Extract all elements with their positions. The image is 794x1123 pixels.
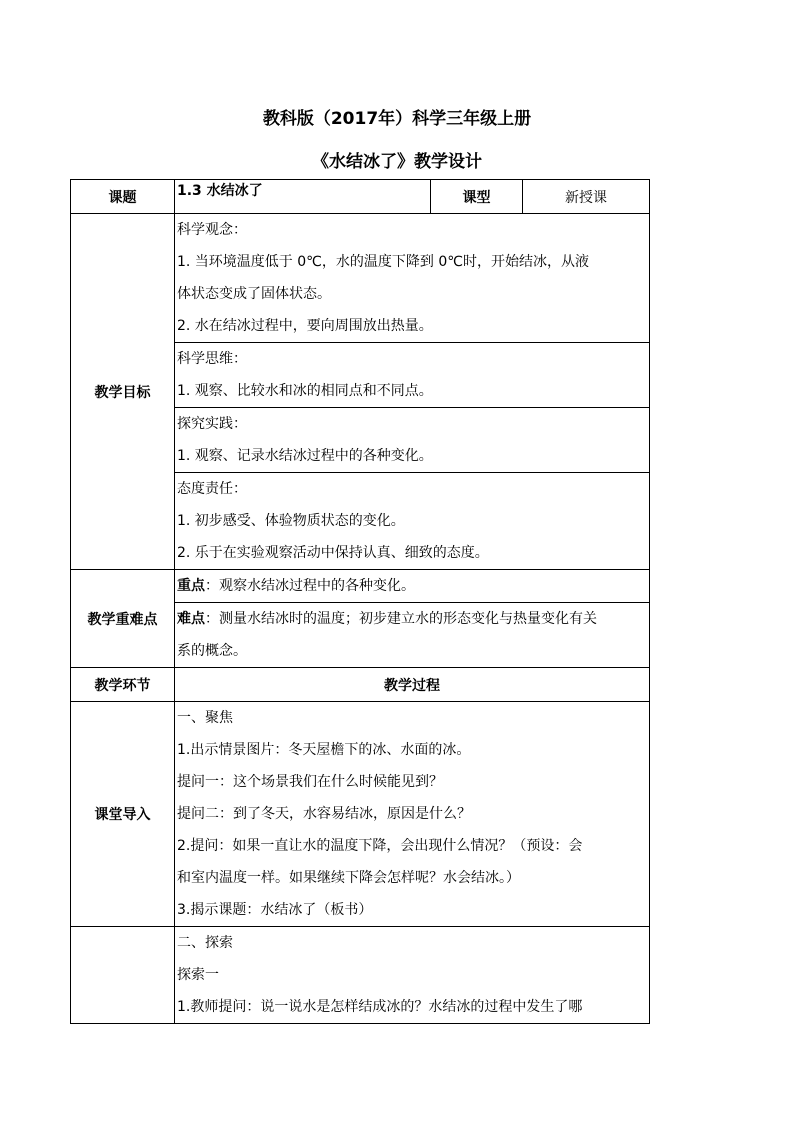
intro-row: [71, 702, 650, 927]
objective-line: 1. 初步感受、体验物质状态的变化。: [177, 513, 405, 529]
explore-row: [71, 927, 650, 1024]
objective-group-practice: [175, 408, 650, 473]
document-subtitle: 《水结冰了》教学设计: [312, 152, 482, 172]
lesson-plan-table: [70, 179, 650, 1024]
process-header-row: [71, 668, 650, 702]
objective-line: 探究实践：: [177, 416, 247, 432]
difficulty-cell: [175, 603, 650, 668]
intro-label: 课堂导入: [71, 702, 175, 927]
difficulty-line: 系的概念。: [177, 643, 247, 659]
intro-line: 3.揭示课题：水结冰了（板书）: [177, 902, 373, 918]
objectives-label: 教学目标: [71, 214, 175, 570]
explore-line: 1.教师提问：说一说水是怎样结成冰的？水结冰的过程中发生了哪: [177, 999, 583, 1015]
topic-value: 1.3 水结冰了: [175, 180, 431, 214]
objective-line: 2. 水在结冰过程中，要向周围放出热量。: [177, 318, 433, 334]
focus-cell: [175, 570, 650, 603]
topic-row: [71, 180, 650, 214]
focus-text: ：观察水结冰过程中的各种变化。: [205, 578, 415, 594]
type-label: 课型: [431, 180, 523, 214]
document-title: 教科版（2017年）科学三年级上册: [262, 109, 532, 129]
objective-group-concept: [175, 214, 650, 343]
objective-group-thinking: [175, 343, 650, 408]
objective-group-attitude: [175, 473, 650, 570]
objective-line: 1. 当环境温度低于 0℃，水的温度下降到 0℃时，开始结冰，从液: [177, 254, 589, 270]
objective-line: 科学思维：: [177, 351, 247, 367]
difficulty-line: [177, 603, 647, 635]
explore-content: [175, 927, 650, 1024]
objective-line: 1. 观察、比较水和冰的相同点和不同点。: [177, 383, 433, 399]
objective-line: 1. 观察、记录水结冰过程中的各种变化。: [177, 448, 433, 464]
intro-line: 一、聚焦: [177, 710, 233, 726]
intro-line: 和室内温度一样。如果继续下降会怎样呢？水会结冰。）: [177, 870, 520, 886]
objectives-row-1: [71, 214, 650, 343]
explore-line: 探索一: [177, 967, 219, 983]
objective-line: 2. 乐于在实验观察活动中保持认真、细致的态度。: [177, 545, 489, 561]
explore-label: [71, 927, 175, 1024]
difficulty-prefix: 难点: [177, 611, 205, 627]
intro-line: 提问二：到了冬天，水容易结冰，原因是什么？: [177, 806, 471, 822]
keypoints-label: 教学重难点: [71, 570, 175, 668]
objective-line: 科学观念：: [177, 222, 247, 238]
focus-line: [177, 570, 647, 602]
intro-line: 提问一：这个场景我们在什么时候能见到？: [177, 774, 443, 790]
objective-line: 体状态变成了固体状态。: [177, 286, 331, 302]
difficulty-text: ：测量水结冰时的温度；初步建立水的形态变化与热量变化有关: [205, 611, 597, 627]
explore-line: 二、探索: [177, 935, 233, 951]
topic-label: 课题: [71, 180, 175, 214]
stage-header: 教学环节: [71, 668, 175, 702]
process-header: 教学过程: [175, 668, 650, 702]
intro-line: 1.出示情景图片：冬天屋檐下的冰、水面的冰。: [177, 742, 471, 758]
intro-content: [175, 702, 650, 927]
objective-line: 态度责任：: [177, 481, 247, 497]
intro-line: 2.提问：如果一直让水的温度下降，会出现什么情况？（预设：会: [177, 838, 583, 854]
type-value: 新授课: [523, 180, 650, 214]
keypoints-row-focus: [71, 570, 650, 603]
focus-prefix: 重点: [177, 578, 205, 594]
